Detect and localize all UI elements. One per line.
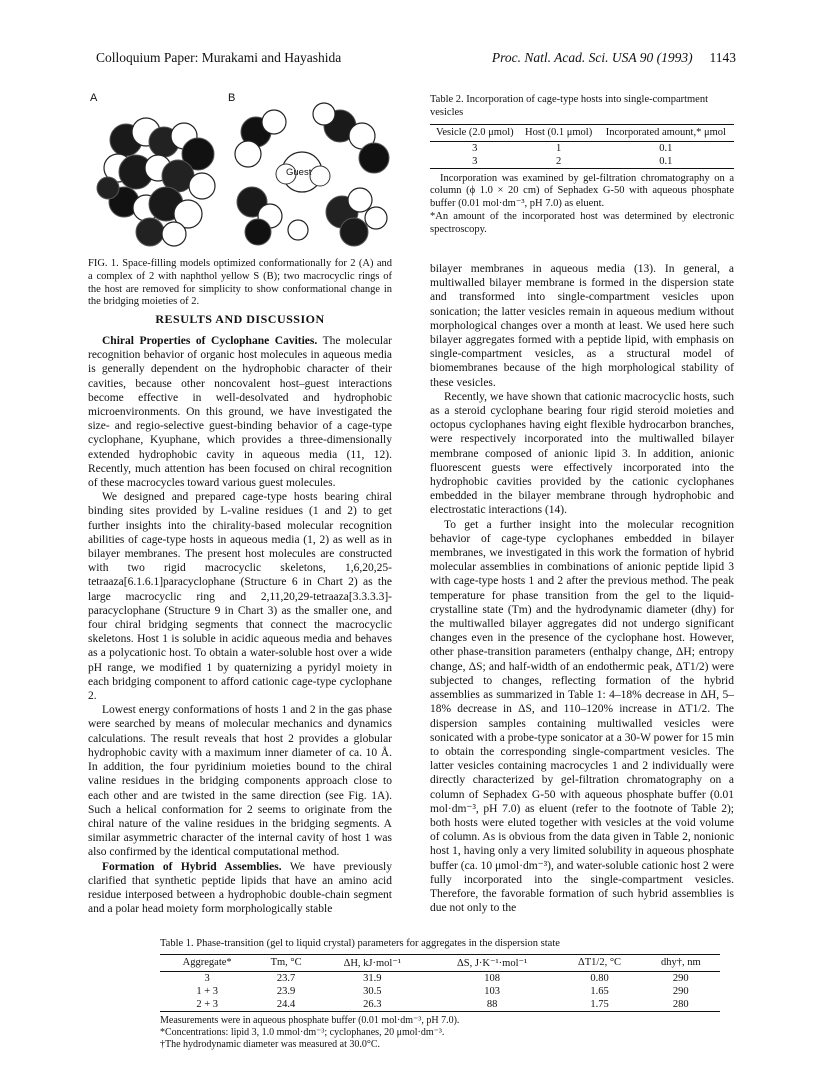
paragraph: [88, 860, 392, 917]
table-cell: 88: [486, 998, 498, 1010]
table-1-title: Table 1. Phase-transition (gel to liquid crystal) parameters for aggregates in the dispersion state: [160, 938, 560, 949]
table-footnote: †The hydrodynamic diameter was measured at 30.0°C.: [160, 1038, 381, 1050]
table-2: [430, 94, 734, 237]
table-cell: 23.9: [276, 985, 296, 997]
table-2-grid: [430, 124, 734, 169]
table-header-cell: Vesicle (2.0 μmol): [435, 126, 514, 138]
guest-label: Guest: [286, 167, 312, 178]
page-number: 1143: [709, 50, 736, 65]
table-header-cell: Incorporated amount,* μmol: [605, 126, 726, 138]
table-1-grid: [160, 954, 720, 1012]
table-header-row: [160, 954, 720, 971]
table-cell: 23.7: [276, 972, 296, 984]
paragraph: bilayer membranes in aqueous media (13). In general, a multiwalled bilayer membrane is formed in the dispersion state and transformed into single-compartment vesicles upon sonication; the latter vesicles remain in aqueous medium without morphological changes over a month at least. We used here such bilayer aggregates formed with a peptide lipid, with emphasis on single-compartment vesicles, as a structural model of biomembranes because of the high morphological stability of these vesicles.: [430, 263, 734, 389]
table-note: Measurements were in aqueous phosphate buffer (0.01 mol·dm⁻³, pH 7.0).: [160, 1014, 460, 1026]
table-row: [430, 155, 734, 169]
table-1: [160, 938, 720, 1051]
table-row: [160, 971, 720, 985]
paragraph: Lowest energy conformations of hosts 1 and 2 in the gas phase were searched by means of molecular mechanics and dynamics calculations. The result reveals that host 2 provides a globular hydrophobic cavity with a maximum inner diameter of ca. 10 Å. In addition, the four pyridinium moieties bound to the chiral valine residues in the bridging components approach close to each other and are twisted in the same direction (see Fig. 1A). Such a helical conformation for 2 seems to originate from the chiral nature of the valine residues in the bridging segments. A similar asymmetric character of the internal cavity of host 1 was also confirmed by the identical computational method.: [88, 704, 392, 859]
right-column: [430, 262, 734, 915]
table-cell: 290: [672, 985, 689, 997]
table-header-cell: Aggregate*: [182, 957, 232, 969]
table-cell: 30.5: [363, 985, 382, 997]
figure-label-b: B: [228, 92, 236, 104]
table-cell: 3: [472, 155, 478, 167]
table-header-cell: ΔH, kJ·mol⁻¹: [343, 957, 402, 969]
table-cell: 1: [556, 142, 562, 154]
table-row: [160, 998, 720, 1012]
table-header-cell: ΔS, J·K⁻¹·mol⁻¹: [456, 957, 528, 969]
table-header-cell: dhy†, nm: [660, 957, 701, 969]
table-cell: 103: [484, 985, 500, 997]
left-column: [88, 334, 392, 916]
table-row: [160, 985, 720, 998]
table-1-notes: [160, 1015, 720, 1051]
table-cell: 0.1: [659, 155, 673, 167]
figure-label-a: A: [90, 92, 98, 104]
section-title: RESULTS AND DISCUSSION: [155, 312, 325, 326]
molecule-model-a: [97, 118, 215, 246]
table-cell: 1.75: [590, 998, 609, 1010]
space-filling-models: [88, 92, 392, 252]
table-footnote: *An amount of the incorporated host was determined by electronic spectroscopy.: [430, 210, 734, 235]
table-cell: 280: [672, 998, 689, 1010]
header-authors: Colloquium Paper: Murakami and Hayashida: [96, 50, 342, 65]
table-cell: 3: [204, 972, 210, 984]
table-cell: 2 + 3: [196, 998, 218, 1010]
paragraph: To get a further insight into the molecular recognition behavior of cage-type cyclophanes embedded in bilayer membranes, we investigated in this work the formation of hybrid molecular assemblies in combinations of anionic peptide lipid 3 with cage-type hosts 1 and 2 after the previous method. The peak temperature for phase transition from the gel to the liquid-crystalline state (Tm) and the hydrodynamic diameter (dhy) for the multiwalled bilayer aggregates did not undergo significant changes even in the presence of the cyclophane host. However, other phase-transition parameters (enthalpy change, ΔH; entropy change, ΔS; and half-width of an endothermic peak, ΔT1/2) were subjected to changes, reflecting formation of the hybrid assemblies as summarized in Table 1: 4–18% decrease in ΔH, 5–18% decrease in ΔS, and 110–120% increase in ΔT1/2. The dispersion samples containing multiwalled vesicles were sonicated with a probe-type sonicator at a 30-W power for 15 min to obtain the corresponding single-compartment vesicles. The latter vesicles containing macrocycles 1 and 2 individually were directly characterized by gel-filtration chromatography on a column of Sephadex G-50 with aqueous phosphate buffer (0.01 mol·dm⁻³, pH 7.0) as eluent (refer to the footnote of Table 2); both hosts were eluted together with vesicles at the void volume of column. As is obvious from the data given in Table 2, nonionic host 1, having only a very limited solubility in aqueous phosphate buffer (ca. 10 μmol·dm⁻³), and water-soluble cationic host 2 were fully incorporated into the single-compartment vesicles. Therefore, the favorable formation of such hybrid assemblies is due not only to the: [430, 518, 734, 915]
paragraph-text: The molecular recognition behavior of organic host molecules in aqueous media is generally dependent on the hydrophobic character of their cavities, because other noncovalent host–guest interactions become effective in well-desolvated and hydrophobic microenvironments. On this ground, we have investigated the size- and regio-selective guest-binding behavior of a cage-type cyclophane, Kyuphane, which provides a three-dimensionally extended hydrophobic cavity in aqueous media (11, 12). Recently, much attention has been focused on chiral recognition of these macrocycles toward various guest molecules.: [88, 335, 393, 490]
paragraph: Recently, we have shown that cationic macrocyclic hosts, such as a steroid cyclophane bearing four rigid steroid moieties and octopus cyclophanes having eight flexible hydrocarbon branches, were respectively incorporated into the multiwalled bilayer membrane composed of anionic lipid 3. In addition, anionic fluorescent guests were effectively incorporated into the hydrophobic cavities provided by the cationic cyclophanes embedded in the bilayer membrane through hydrophobic and electrostatic interactions (14).: [430, 390, 734, 517]
table-header-cell: ΔT1/2, °C: [578, 957, 622, 969]
table-cell: 26.3: [363, 998, 382, 1010]
table-header-cell: Tm, °C: [270, 957, 302, 969]
table-cell: 1 + 3: [196, 985, 218, 997]
table-row: [430, 141, 734, 155]
paragraph-text: We have previously clarified that synthetic peptide lipids that have an amino acid residue interposed between a hydrophobic double-chain segment and a polar head moiety form morphologically stable: [88, 860, 393, 916]
table-cell: 290: [672, 972, 689, 984]
table-cell: 0.1: [659, 142, 673, 154]
molecule-model-b: [235, 103, 389, 246]
figure-caption: FIG. 1. Space-filling models optimized conformationally for 2 (A) and a complex of 2 with naphthol yellow S (B); two macrocyclic rings of the host are removed for simplicity to show conformational change in the bridging moieties of 2.: [88, 258, 392, 308]
table-cell: 0.80: [590, 972, 609, 984]
table-note: Incorporation was examined by gel-filtration chromatography on a column (ϕ 1.0 × 20 cm) of Sephadex G-50 with aqueous phosphate buffer (0.01 mol·dm⁻³, pH 7.0) as eluent.: [430, 172, 734, 210]
journal-citation: Proc. Natl. Acad. Sci. USA 90 (1993): [491, 50, 693, 65]
paragraph: We designed and prepared cage-type hosts bearing chiral binding sites provided by L-valine residues (1 and 2) to get further insights into the chirality-based molecular recognition abilities of cage-type hosts in aqueous media (1, 2) as well as in bilayer membranes. The present host molecules are constructed with two rigid macrocyclic skeletons, 1,6,20,25-tetraaza[6.1.6.1]paracyclophane (Structure 6 in Chart 2) as the large macrocyclic ring and 2,11,20,29-tetraaza[3.3.3.3]-paracyclophane (Structure 9 in Chart 3) as the smaller one, and four chiral bridging segments that connect the macrocyclic skeletons. Host 1 is soluble in acidic aqueous media and behaves as a polycationic host. To obtain a water-soluble host over a wide pH range, we modified 1 by quaternizing a pyridyl moiety in each bridging component to afford cationic cage-type cyclophane 2.: [88, 491, 392, 703]
table-cell: 24.4: [276, 998, 296, 1010]
header-journal: [492, 50, 736, 66]
table-2-title: Table 2. Incorporation of cage-type hosts into single-compartment vesicles: [430, 94, 709, 118]
figure-1: [88, 92, 392, 252]
table-header-cell: Host (0.1 μmol): [525, 126, 593, 138]
table-cell: 2: [556, 155, 562, 167]
table-footnote: *Concentrations: lipid 3, 1.0 mmol·dm⁻³; cyclophanes, 20 μmol·dm⁻³.: [160, 1026, 445, 1038]
table-2-notes: [430, 173, 734, 237]
table-cell: 31.9: [363, 972, 382, 984]
run-in-heading: Chiral Properties of Cyclophane Cavities.: [102, 335, 318, 347]
run-in-heading: Formation of Hybrid Assemblies.: [102, 860, 282, 873]
table-cell: 3: [472, 142, 478, 154]
table-cell: 1.65: [590, 985, 609, 997]
paragraph: [88, 334, 392, 490]
table-cell: 108: [484, 972, 500, 984]
table-header-row: [430, 124, 734, 141]
